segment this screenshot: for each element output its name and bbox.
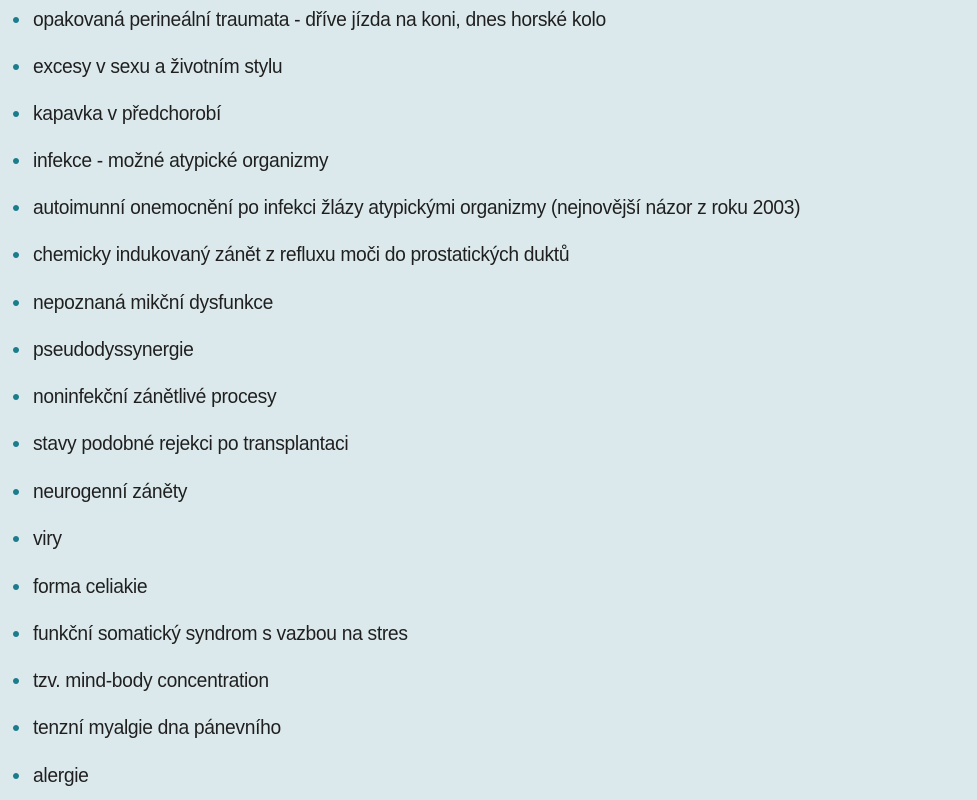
list-item (0, 756, 977, 796)
bullet-icon (13, 773, 19, 779)
list-item-label: stavy podobné rejekci po transplantaci (33, 432, 349, 455)
list-item (0, 0, 977, 40)
list-item (0, 519, 977, 559)
bullet-icon (13, 158, 19, 164)
list-item-label: neurogenní záněty (33, 480, 188, 503)
list-item-label: opakovaná perineální traumata - dříve jízda na koni, dnes horské kolo (33, 8, 606, 31)
list-item-label: viry (33, 527, 62, 550)
list-item-label: alergie (33, 764, 89, 787)
list-item-label: pseudodyssynergie (33, 338, 194, 361)
list-item-label: nepoznaná mikční dysfunkce (33, 291, 273, 314)
bullet-icon (13, 441, 19, 447)
list-item-label: infekce - možné atypické organizmy (33, 149, 329, 172)
list-item (0, 377, 977, 417)
list-item-label: autoimunní onemocnění po infekci žlázy atypickými organizmy (nejnovější názor z roku 2003) (33, 196, 801, 219)
list-item (0, 47, 977, 87)
list-item-label: tenzní myalgie dna pánevního (33, 716, 281, 739)
list-item-label: kapavka v předchorobí (33, 102, 222, 125)
list-item (0, 188, 977, 228)
bullet-icon (13, 252, 19, 258)
list-item (0, 235, 977, 275)
bullet-icon (13, 725, 19, 731)
list-item-label: chemicky indukovaný zánět z refluxu moči do prostatických duktů (33, 243, 570, 266)
bullet-icon (13, 300, 19, 306)
bullet-icon (13, 394, 19, 400)
list-item (0, 567, 977, 607)
list-item (0, 614, 977, 654)
list-item (0, 330, 977, 370)
list-item-label: excesy v sexu a životním stylu (33, 55, 283, 78)
bullet-icon (13, 64, 19, 70)
bullet-icon (13, 111, 19, 117)
bullet-icon (13, 678, 19, 684)
list-item-label: funkční somatický syndrom s vazbou na stres (33, 622, 408, 645)
bullet-icon (13, 536, 19, 542)
list-item-label: noninfekční zánětlivé procesy (33, 385, 277, 408)
list-item (0, 94, 977, 134)
bullet-icon (13, 489, 19, 495)
bullet-icon (13, 631, 19, 637)
list-item-label: tzv. mind-body concentration (33, 669, 269, 692)
list-item (0, 472, 977, 512)
bullet-icon (13, 17, 19, 23)
bullet-icon (13, 347, 19, 353)
list-item (0, 424, 977, 464)
bullet-icon (13, 205, 19, 211)
list-item-label: forma celiakie (33, 575, 148, 598)
list-item (0, 708, 977, 748)
bullet-icon (13, 584, 19, 590)
list-item (0, 283, 977, 323)
list-item (0, 141, 977, 181)
list-item (0, 661, 977, 701)
